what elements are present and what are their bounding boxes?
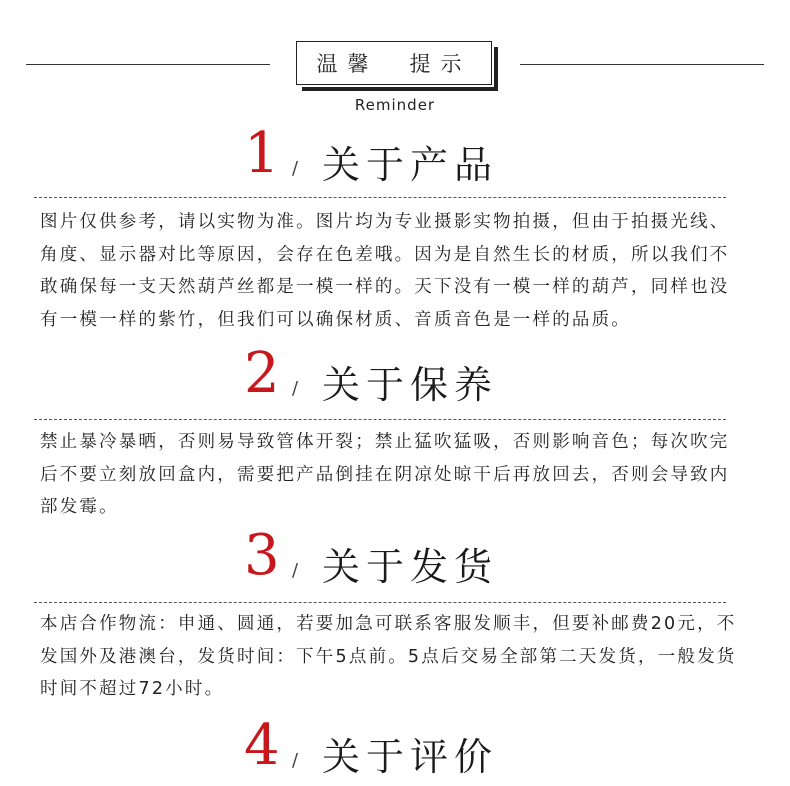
slash-divider: / xyxy=(292,158,299,179)
section-1-title: 关于产品 xyxy=(322,143,499,187)
section-2-body: 禁止暴冷暴晒，否则易导致管体开裂；禁止猛吹猛吸，否则影响音色；每次吹完后不要立刻放回盒内，需要把产品倒挂在阴凉处晾干后再放回去，否则会导致内部发霉。 xyxy=(40,432,730,517)
slash-divider: / xyxy=(292,560,299,581)
slash-divider: / xyxy=(292,750,299,771)
dashed-divider xyxy=(34,197,726,198)
section-3-title: 关于发货 xyxy=(322,545,499,589)
section-4-heading xyxy=(0,713,790,786)
section-4-title: 关于评价 xyxy=(322,735,499,779)
section-1-body: 图片仅供参考，请以实物为准。图片均为专业摄影实物拍摄，但由于拍摄光线、角度、显示器对比等原因，会存在色差哦。因为是自然生长的材质，所以我们不敢确保每一支天然葫芦丝都是一模一样的。天下没有一模一样的葫芦，同样也没有一模一样的紫竹，但我们可以确保材质、音质音色是一样的品质。 xyxy=(40,212,730,330)
section-3-number: 3 xyxy=(244,523,280,588)
section-1-heading xyxy=(0,121,790,194)
section-1-number: 1 xyxy=(244,121,280,186)
section-3-body: 本店合作物流：申通、圆通，若要加急可联系客服发顺丰，但要补邮费20元，不发国外及港澳台，发货时间：下午5点前。5点后交易全部第二天发货，一般发货时间不超过72小时。 xyxy=(40,614,737,699)
header-rule-left xyxy=(26,64,270,65)
dashed-divider xyxy=(34,602,726,603)
section-3-heading xyxy=(0,523,790,596)
section-2-heading xyxy=(0,341,790,414)
slash-divider: / xyxy=(292,378,299,399)
dashed-divider xyxy=(34,419,726,420)
section-4-number: 4 xyxy=(244,713,280,778)
page-subtitle: Reminder xyxy=(354,96,436,114)
page-title: 温馨 提示 xyxy=(296,41,492,85)
section-2-title: 关于保养 xyxy=(322,363,499,407)
header-rule-right xyxy=(520,64,764,65)
section-2-number: 2 xyxy=(244,341,280,406)
